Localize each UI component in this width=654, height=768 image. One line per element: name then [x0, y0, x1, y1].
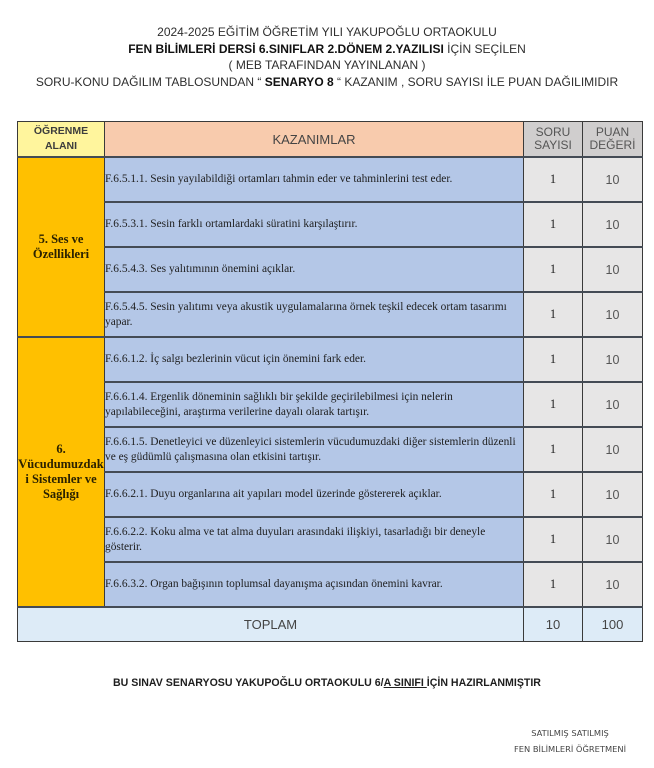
document-title [0, 24, 654, 90]
table-row [18, 247, 643, 292]
column-header-kazanimlar: KAZANIMLAR [105, 122, 524, 158]
kazanim-cell: F.6.6.1.2. İç salgı bezlerinin vücut için önemini fark eder. [105, 337, 524, 382]
learning-area-cell: 5. Ses ve Özellikleri [18, 157, 105, 337]
distribution-table [17, 121, 643, 642]
table-row [18, 292, 643, 337]
total-row [18, 607, 643, 642]
soru-sayisi-cell: 1 [524, 157, 583, 202]
soru-sayisi-cell: 1 [524, 562, 583, 607]
table-row [18, 517, 643, 562]
table-row [18, 472, 643, 517]
soru-sayisi-cell: 1 [524, 472, 583, 517]
title-line-1: 2024-2025 EĞİTİM ÖĞRETİM YILI YAKUPOĞLU ORTAOKULU [157, 25, 497, 39]
signature-block [490, 725, 650, 757]
title-line-2-bold: FEN BİLİMLERİ DERSİ 6.SINIFLAR 2.DÖNEM 2.YAZILISI [128, 41, 444, 56]
footer-note [0, 677, 654, 689]
table-row [18, 427, 643, 472]
column-header-puan-degeri: PUAN DEĞERİ [583, 122, 643, 158]
column-header-soru-sayisi: SORU SAYISI [524, 122, 583, 158]
learning-area-cell: 6. Vücudumuzdaki Sistemler ve Sağlığı [18, 337, 105, 607]
soru-sayisi-cell: 1 [524, 337, 583, 382]
soru-sayisi-cell: 1 [524, 247, 583, 292]
kazanim-cell: F.6.6.2.2. Koku alma ve tat alma duyuları arasındaki ilişkiyi, tasarladığı bir deneyle gösterir. [105, 517, 524, 562]
footer-note-class: A SINIFI [383, 677, 427, 689]
title-line-2 [0, 41, 654, 58]
kazanim-cell: F.6.6.1.5. Denetleyici ve düzenleyici sistemlerin vücudumuzdaki diğer sistemlerin düzenli ve eş güdümlü çalışmasına olan etkisini tartışır. [105, 427, 524, 472]
puan-degeri-cell: 10 [583, 427, 643, 472]
kazanim-cell: F.6.5.1.1. Sesin yayılabildiği ortamları tahmin eder ve tahminlerini test eder. [105, 157, 524, 202]
soru-sayisi-cell: 1 [524, 517, 583, 562]
kazanim-cell: F.6.6.1.4. Ergenlik döneminin sağlıklı bir şekilde geçirilebilmesi için nelerin yapılabileceğini, araştırma verilerine dayalı olarak tartışır. [105, 382, 524, 427]
teacher-name: SATILMIŞ SATILMIŞ [531, 728, 609, 738]
puan-degeri-cell: 10 [583, 472, 643, 517]
table-row [18, 202, 643, 247]
total-puan-degeri: 100 [583, 607, 643, 642]
title-line-4-post: “ KAZANIM , SORU SAYISI İLE PUAN DAĞILIMIDIR [333, 74, 619, 89]
soru-sayisi-cell: 1 [524, 382, 583, 427]
teacher-title: FEN BİLİMLERİ ÖĞRETMENİ [513, 744, 627, 754]
kazanim-cell: F.6.5.4.5. Sesin yalıtımı veya akustik uygulamalarına örnek teşkil edecek ortam tasarımı yapar. [105, 292, 524, 337]
kazanim-cell: F.6.5.4.3. Ses yalıtımının önemini açıklar. [105, 247, 524, 292]
kazanim-cell: F.6.6.3.2. Organ bağışının toplumsal dayanışma açısından önemini kavrar. [105, 562, 524, 607]
table-row [18, 562, 643, 607]
puan-degeri-cell: 10 [583, 202, 643, 247]
puan-degeri-cell: 10 [583, 517, 643, 562]
title-line-3: ( MEB TARAFINDAN YAYINLANAN ) [228, 58, 426, 72]
puan-degeri-cell: 10 [583, 292, 643, 337]
title-line-4-pre: SORU-KONU DAĞILIM TABLOSUNDAN “ [35, 74, 265, 89]
footer-note-post: İÇİN HAZIRLANMIŞTIR [426, 677, 541, 689]
footer-note-pre: BU SINAV SENARYOSU YAKUPOĞLU ORTAOKULU 6/ [113, 677, 384, 689]
soru-sayisi-cell: 1 [524, 292, 583, 337]
puan-degeri-cell: 10 [583, 337, 643, 382]
puan-degeri-cell: 10 [583, 247, 643, 292]
soru-sayisi-cell: 1 [524, 202, 583, 247]
title-line-2-rest: İÇİN SEÇİLEN [443, 41, 526, 56]
scenario-label: SENARYO 8 [264, 74, 334, 89]
table-row [18, 157, 643, 202]
total-label: TOPLAM [18, 607, 524, 642]
kazanim-cell: F.6.6.2.1. Duyu organlarına ait yapıları model üzerinde göstererek açıklar. [105, 472, 524, 517]
kazanim-cell: F.6.5.3.1. Sesin farklı ortamlardaki süratini karşılaştırır. [105, 202, 524, 247]
puan-degeri-cell: 10 [583, 562, 643, 607]
table-row [18, 337, 643, 382]
column-header-area: ÖĞRENME ALANI [18, 122, 105, 158]
soru-sayisi-cell: 1 [524, 427, 583, 472]
total-soru-sayisi: 10 [524, 607, 583, 642]
table-header-row [18, 122, 643, 158]
puan-degeri-cell: 10 [583, 382, 643, 427]
table-row [18, 382, 643, 427]
puan-degeri-cell: 10 [583, 157, 643, 202]
title-line-4 [0, 74, 654, 91]
